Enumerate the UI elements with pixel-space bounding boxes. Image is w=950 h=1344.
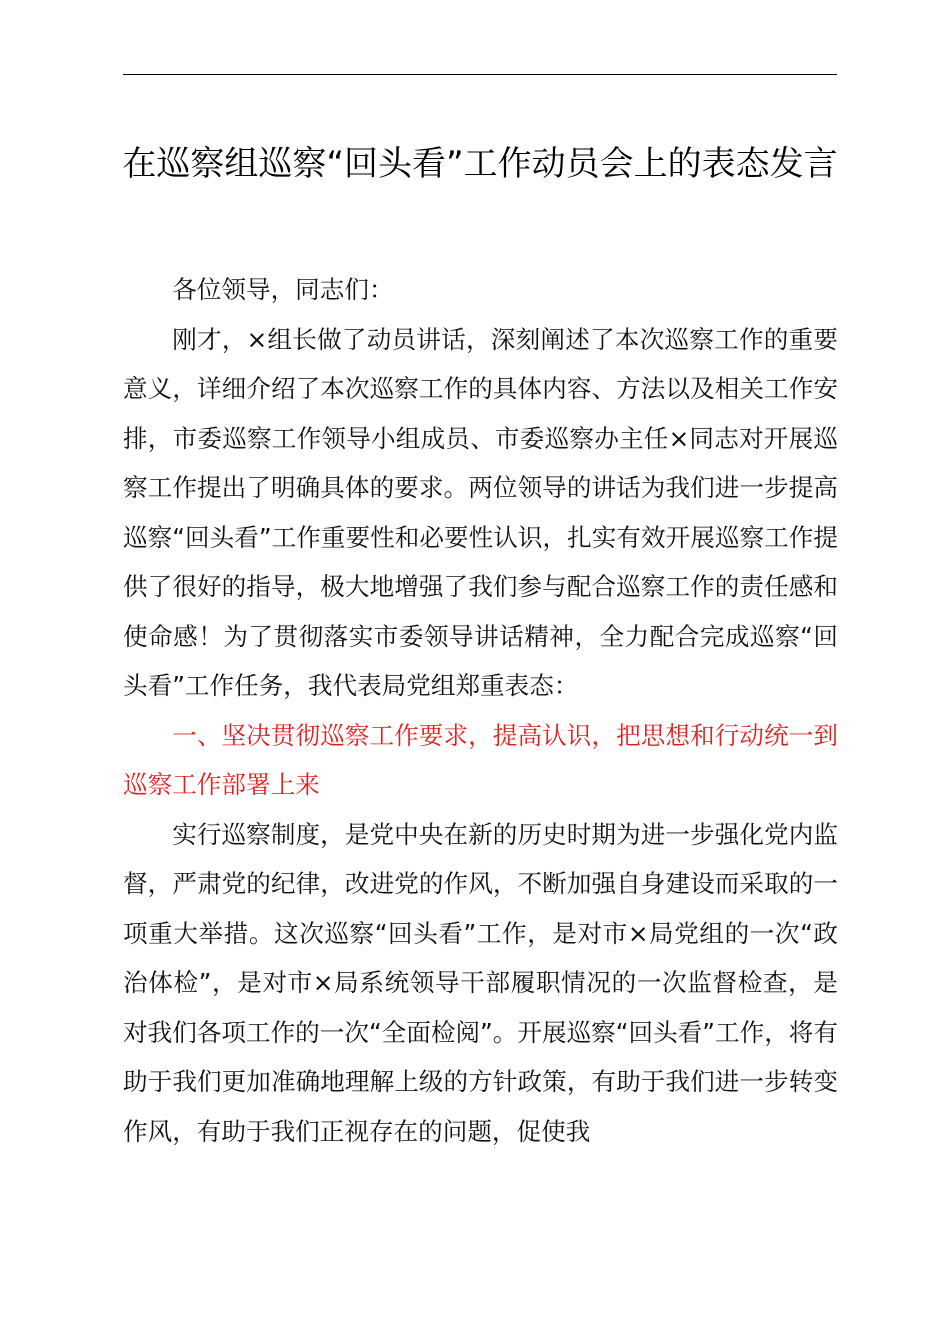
document-title: 在巡察组巡察“回头看”工作动员会上的表态发言 xyxy=(122,144,838,184)
header-rule xyxy=(123,74,837,75)
paragraph-section-1: 实行巡察制度，是党中央在新的历史时期为进一步强化党内监督，严肃党的纪律，改进党的作风，不断加强自身建设而采取的一项重大举措。这次巡察“回头看”工作，是对市×局党组的一次“政治体检”，是对市×局系统领导干部履职情况的一次监督检查，是对我们各项工作的一次“全面检阅”。开展巡察“回头看”工作，将有助于我们更加准确地理解上级的方针政策，有助于我们进一步转变作风，有助于我们正视存在的问题，促使我 xyxy=(123,819,838,1146)
salutation: 各位领导，同志们： xyxy=(172,275,394,304)
section-heading-1: 一、坚决贯彻巡察工作要求，提高认识，把思想和行动统一到巡察工作部署上来 xyxy=(123,720,838,799)
document-body xyxy=(123,265,838,1156)
paragraph-intro: 刚才，×组长做了动员讲话，深刻阐述了本次巡察工作的重要意义，详细介绍了本次巡察工作的具体内容、方法以及相关工作安排，市委巡察工作领导小组成员、市委巡察办主任×同志对开展巡察工作提出了明确具体的要求。两位领导的讲话为我们进一步提高巡察“回头看”工作重要性和必要性认识，扎实有效开展巡察工作提供了很好的指导，极大地增强了我们参与配合巡察工作的责任感和使命感！为了贯彻落实市委领导讲话精神，全力配合完成巡察“回头看”工作任务，我代表局党组郑重表态： xyxy=(123,324,838,700)
